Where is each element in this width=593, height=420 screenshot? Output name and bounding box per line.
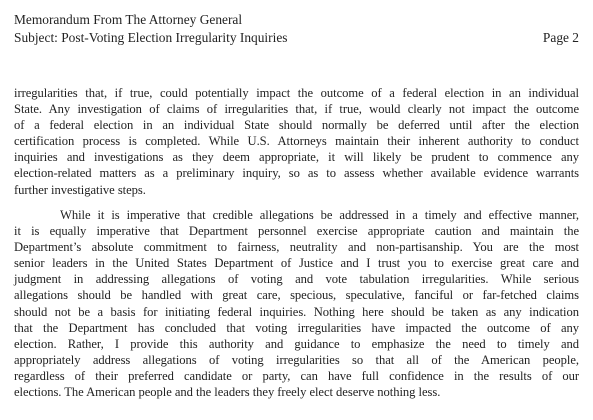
text-line: Department’s absolute commitment to fairness, neutrality and non-partisanship. You are the most <box>14 240 579 255</box>
text-line: further investigative steps. <box>14 182 146 197</box>
memo-title: Memorandum From The Attorney General <box>14 12 243 27</box>
text-line: should not be a basis for initiating federal inquiries. Nothing here should be taken as any indication <box>14 304 579 319</box>
text-line: election. Rather, I provide this authority and guidance to emphasize the need to timely and <box>14 336 579 351</box>
text-line: appropriately address allegations of voting irregularities so that all of the American people, <box>14 352 579 367</box>
text-line: irregularities that, if true, could potentially impact the outcome of a federal election in an individual <box>14 86 579 100</box>
text-line: it is equally imperative that Department personnel exercise appropriate caution and maintain the <box>14 224 579 239</box>
text-line: While it is imperative that credible allegations be addressed in a timely and effective manner, <box>60 208 579 222</box>
text-line: that the Department has concluded that voting irregularities have impacted the outcome of any <box>14 320 579 335</box>
text-line: senior leaders in the United States Department of Justice and I trust you to exercise great care and <box>14 256 579 271</box>
text-line: inquiries and investigations as they deem appropriate, it will likely be prudent to commence any <box>14 150 579 165</box>
text-line: certification process is completed. While U.S. Attorneys maintain their inherent authority to conduct <box>14 134 579 149</box>
text-line: elections. The American people and the leaders they freely elect deserve nothing less. <box>14 385 441 400</box>
text-line: State. Any investigation of claims of irregularities that, if true, would clearly not impact the outcome <box>14 102 579 117</box>
paragraph-guidance <box>14 207 579 400</box>
text-line: regardless of their preferred candidate or party, can have full confidence in the results of our <box>14 368 579 383</box>
text-line: judgment in addressing allegations of voting and vote tabulation irregularities. While serious <box>14 272 579 287</box>
memo-subject: Subject: Post-Voting Election Irregularity Inquiries <box>14 30 288 45</box>
paragraph-continued <box>14 85 579 198</box>
page-number: Page 2 <box>542 30 579 45</box>
text-line: election-related matters as a preliminary inquiry, so as to assess whether available evidence warrants <box>14 166 579 181</box>
text-line: allegations should be handled with great care, specious, speculative, fanciful or far-fetched claims <box>14 288 579 303</box>
memo-header <box>14 11 579 47</box>
text-line: of a federal election in an individual State should normally be deferred until after the election <box>14 118 579 133</box>
